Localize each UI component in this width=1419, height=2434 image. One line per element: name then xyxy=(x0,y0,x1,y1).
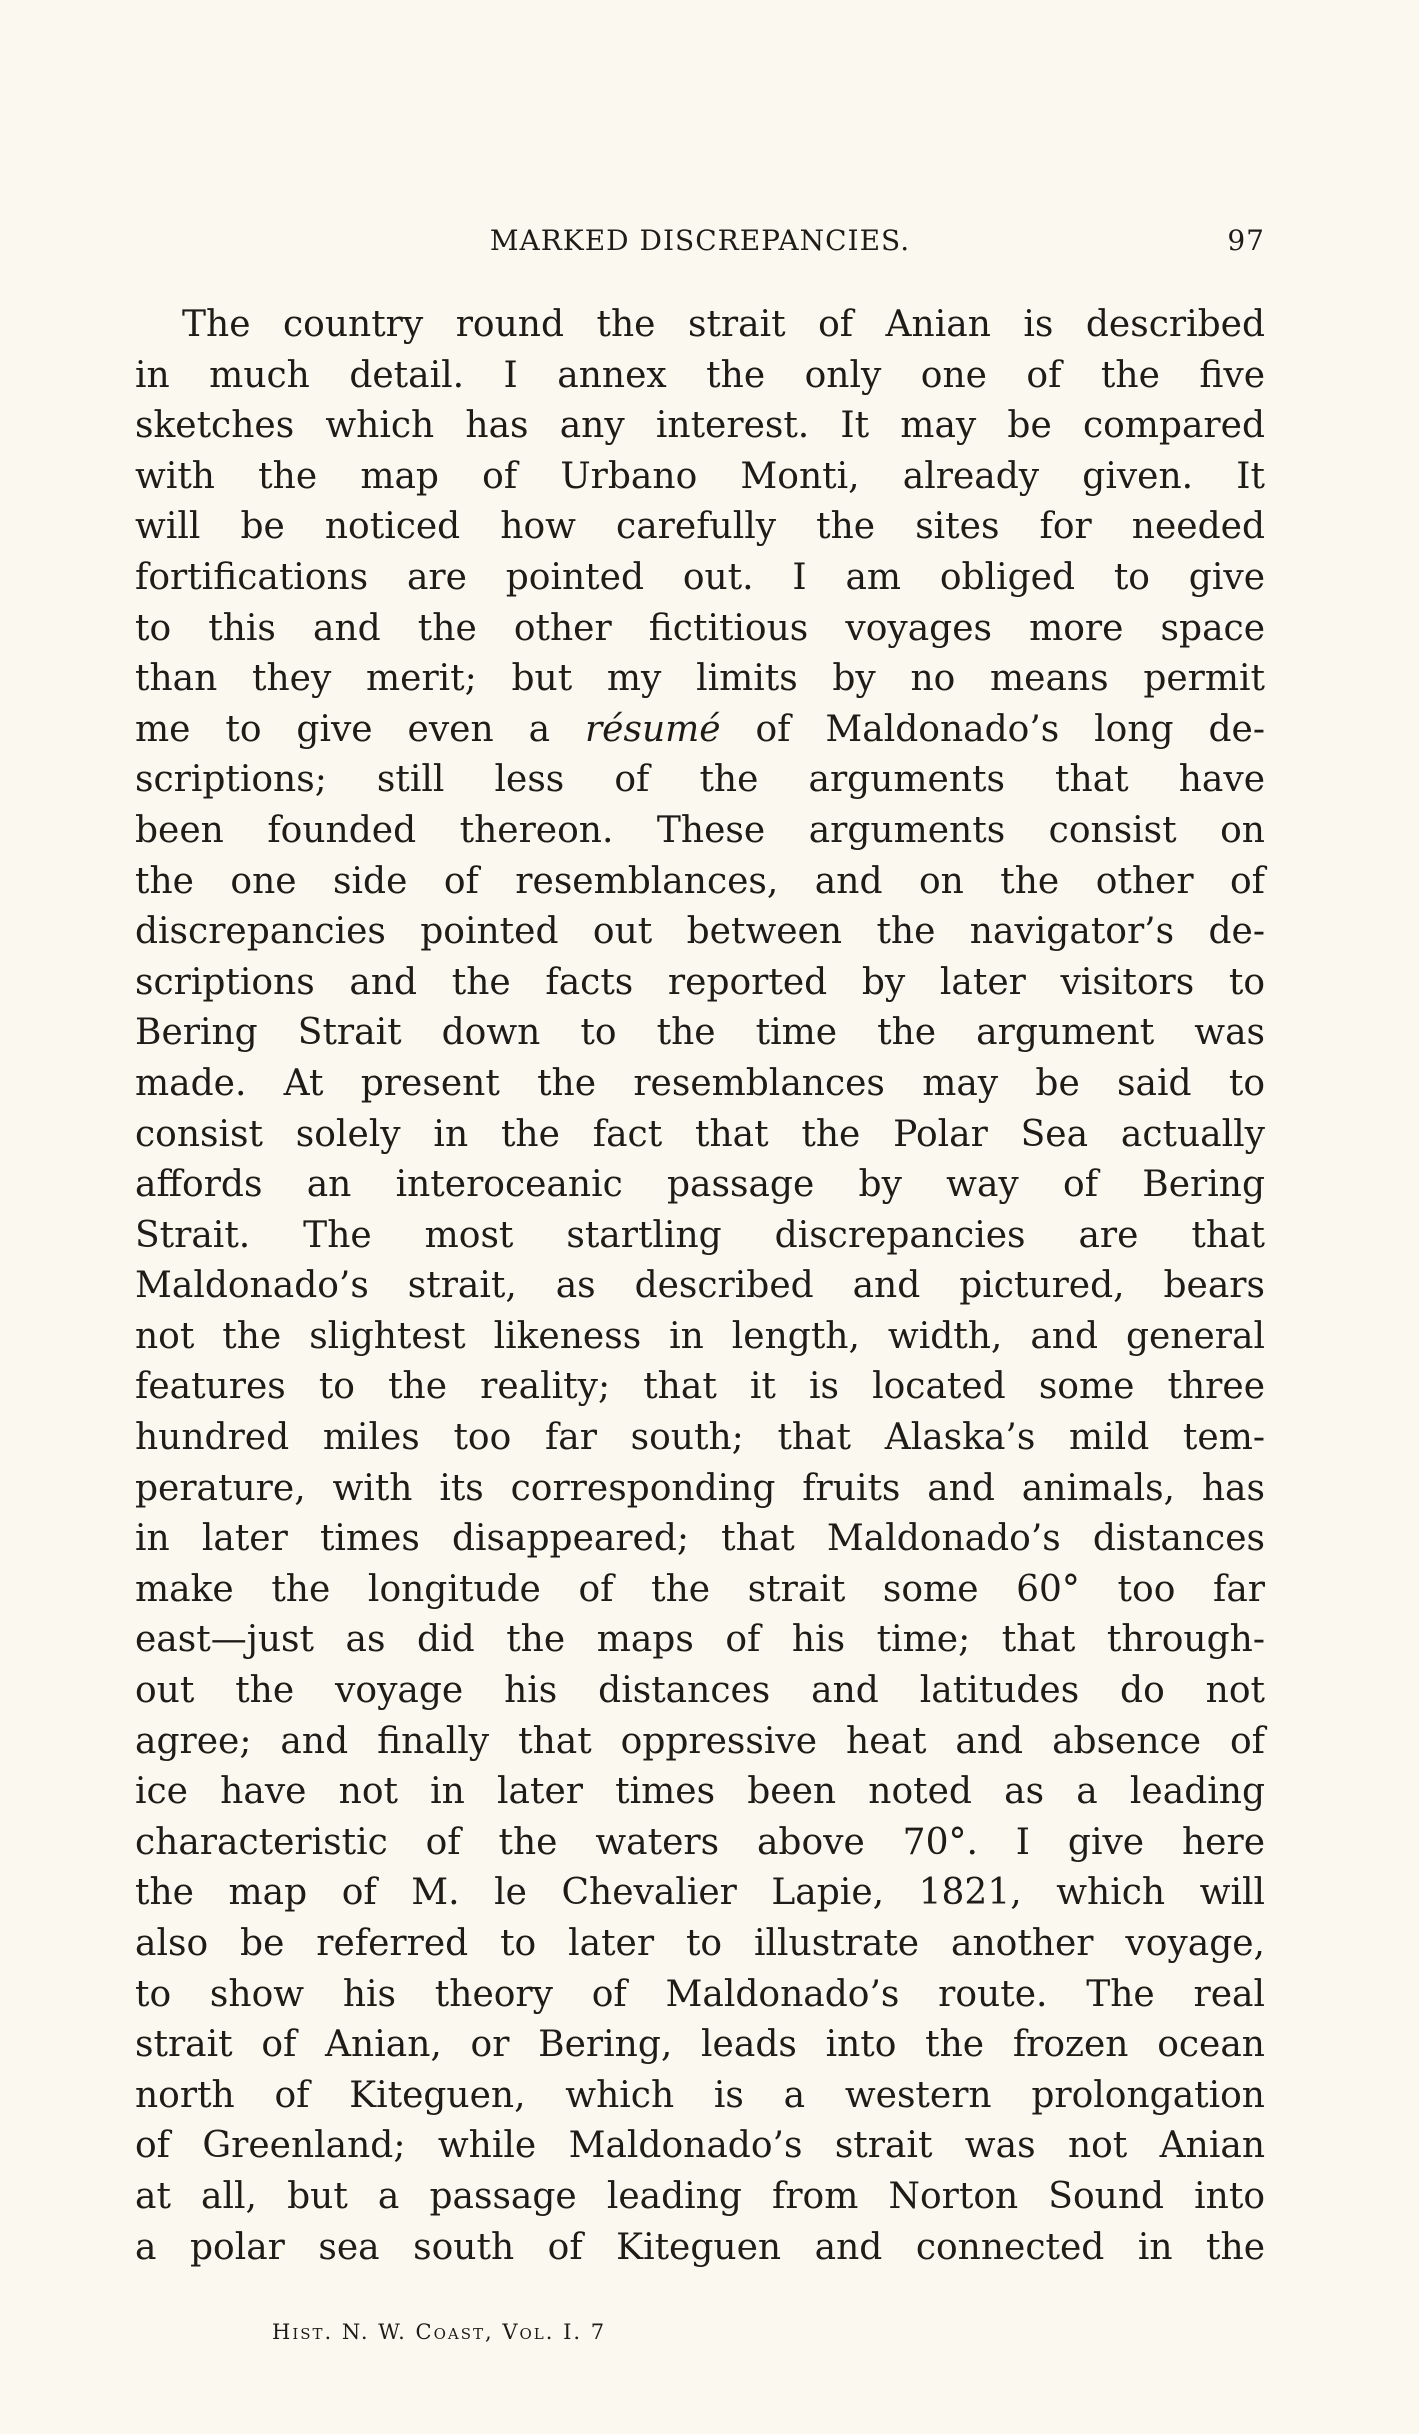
text-line: also be referred to later to illustrate another voyage, xyxy=(135,1923,1265,1964)
text-line: perature, with its corresponding fruits and animals, has xyxy=(135,1467,1265,1509)
text-line: to this and the other fictitious voyages more space xyxy=(135,607,1265,649)
text-line: made. At present the resemblances may be said to xyxy=(135,1062,1265,1104)
text-line: with the map of Urbano Monti, already given. It xyxy=(135,455,1265,497)
text-line: hundred miles too far south; that Alaska’s mild tem- xyxy=(135,1417,1265,1459)
text-line: in later times disappeared; that Maldonado’s distances xyxy=(135,1518,1265,1560)
text-line: scriptions; still less of the arguments that have xyxy=(135,759,1265,801)
signature-mark: Hist. N. W. Coast, Vol. I. 7 xyxy=(272,2320,607,2344)
page-number: 97 xyxy=(1227,224,1265,257)
text-line: the one side of resemblances, and on the other of xyxy=(135,860,1265,902)
text-line: discrepancies pointed out between the navigator’s de- xyxy=(135,911,1265,953)
text-line: than they merit; but my limits by no means permit xyxy=(135,658,1265,700)
text-line: affords an interoceanic passage by way of Bering xyxy=(135,1164,1265,1206)
text-line: at all, but a passage leading from Norton Sound into xyxy=(135,2175,1265,2217)
text-line: been founded thereon. These arguments consist on xyxy=(135,809,1265,851)
text-line: sketches which has any interest. It may be compared xyxy=(135,405,1265,447)
text-line: The country round the strait of Anian is described xyxy=(182,304,1265,345)
text-line: features to the reality; that it is located some three xyxy=(135,1366,1265,1408)
text-line: Strait. The most startling discrepancies are that xyxy=(135,1214,1265,1256)
text-line: agree; and finally that oppressive heat and absence of xyxy=(135,1720,1265,1762)
text-line: in much detail. I annex the only one of the five xyxy=(135,354,1265,396)
running-head xyxy=(135,224,1265,264)
text-line: strait of Anian, or Bering, leads into the frozen ocean xyxy=(135,2024,1265,2066)
text-line: Maldonado’s strait, as described and pictured, bears xyxy=(135,1265,1265,1307)
text-line: out the voyage his distances and latitudes do not xyxy=(135,1670,1265,1712)
body-text xyxy=(135,300,1265,2273)
text-line: me to give even a résumé of Maldonado’s long de- xyxy=(135,708,1265,750)
text-line: ice have not in later times been noted as a leading xyxy=(135,1771,1265,1813)
text-line: not the slightest likeness in length, width, and general xyxy=(135,1315,1265,1357)
text-line: fortifications are pointed out. I am obliged to give xyxy=(135,556,1265,598)
text-line: north of Kiteguen, which is a western prolongation xyxy=(135,2074,1265,2116)
text-line: east—just as did the maps of his time; that through- xyxy=(135,1619,1265,1661)
text-line: characteristic of the waters above 70°. I give here xyxy=(135,1821,1265,1863)
text-line: Bering Strait down to the time the argument was xyxy=(135,1012,1265,1054)
text-line: make the longitude of the strait some 60° too far xyxy=(135,1568,1265,1610)
text-line: of Greenland; while Maldonado’s strait was not Anian xyxy=(135,2125,1265,2167)
text-line: to show his theory of Maldonado’s route. The real xyxy=(135,1973,1265,2015)
running-title: MARKED DISCREPANCIES. xyxy=(489,224,911,257)
italic-word: résumé xyxy=(584,708,721,750)
text-line: scriptions and the facts reported by later visitors to xyxy=(135,961,1265,1003)
text-line: will be noticed how carefully the sites for needed xyxy=(135,506,1265,548)
text-line: the map of M. le Chevalier Lapie, 1821, which will xyxy=(135,1872,1265,1914)
text-line: consist solely in the fact that the Polar Sea actually xyxy=(135,1113,1265,1155)
text-line: a polar sea south of Kiteguen and connected in the xyxy=(135,2226,1265,2268)
